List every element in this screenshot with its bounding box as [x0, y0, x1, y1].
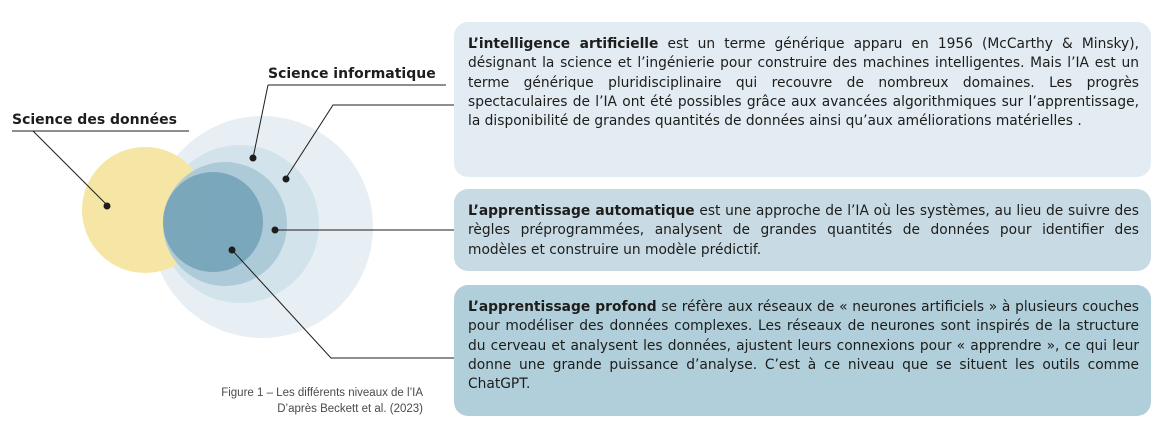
- data-science-dot: [104, 203, 111, 210]
- dl-dot: [229, 247, 236, 254]
- ml-term: L’apprentissage automatique: [468, 203, 695, 219]
- dl-definition-text: se réfère aux réseaux de « neurones artificiels » à plusieurs couches pour modéliser des données complexes. Les réseaux de neurones sont inspirés de la structure du cerveau et analysent les données, ajustent leurs connexions pour « apprendre », ce qui leur donne une grande puissance d’analyse. C’est à ce niveau que se situent les outils comme ChatGPT.: [468, 299, 1139, 393]
- ml-definition-text: est une approche de l’IA où les systèmes, au lieu de suivre des règles préprogrammées, analysent de grandes quantités de données pour identifier des modèles et construire un modèle prédictif.: [468, 203, 1139, 258]
- data-science-label: Science des données: [12, 112, 177, 128]
- ml-dot: [272, 227, 279, 234]
- ia-definition-text: est un terme générique apparu en 1956 (McCarthy & Minsky), désignant la science et l’ingénierie pour construire des machines intelligentes. Mais l’IA est un terme générique pluridisciplinaire qui recouvre de nombreux domaines. Les progrès spectaculaires de l’IA ont été possibles grâce aux avancées algorithmiques sur l’apprentissage, la disponibilité de grandes quantités de données ainsi qu’aux améliorations matérielles .: [468, 36, 1139, 130]
- ia-definition-box: [454, 22, 1151, 177]
- ml-definition-box: [454, 189, 1151, 271]
- caption-source: D’après Beckett et al. (2023): [277, 403, 423, 415]
- ia-term: L’intelligence artificielle: [468, 36, 659, 52]
- dl-term: L’apprentissage profond: [468, 299, 657, 315]
- dl-definition-box: [454, 285, 1151, 416]
- caption-title: Figure 1 – Les différents niveaux de l’IA: [221, 387, 423, 399]
- computer-science-dot: [250, 155, 257, 162]
- figure-caption: [221, 385, 423, 417]
- data-science-leader: [33, 131, 107, 205]
- computer-science-label: Science informatique: [268, 66, 436, 82]
- dl-circle: [163, 172, 263, 272]
- ia-dot: [283, 176, 290, 183]
